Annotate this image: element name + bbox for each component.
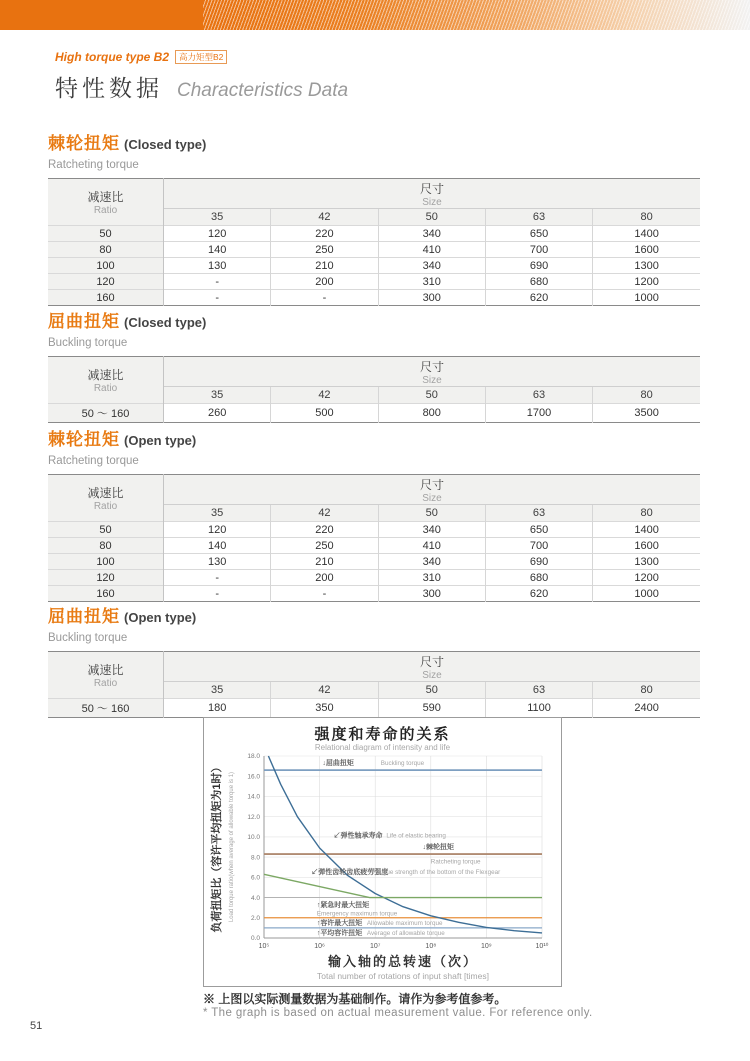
y-tick-label: 16.0 <box>247 773 260 781</box>
size-label-en: Size <box>422 374 442 386</box>
size-col-header: 35 <box>164 387 271 404</box>
torque-value-cell: 690 <box>485 258 592 274</box>
torque-value-cell: 500 <box>271 404 378 423</box>
section-title-suffix: (Open type) <box>124 433 197 448</box>
ratio-header-cell <box>48 179 164 226</box>
ratio-label-en: Ratio <box>93 383 118 394</box>
size-col-header: 63 <box>485 387 592 404</box>
size-col-header: 50 <box>378 682 485 699</box>
size-col-header: 35 <box>164 505 271 522</box>
ratio-label-cn: 减速比 <box>87 368 124 382</box>
torque-value-cell: 130 <box>164 258 271 274</box>
torque-value-cell: 120 <box>164 226 271 242</box>
size-col-header: 80 <box>593 209 700 226</box>
life-of-elastic-bearing-label-en: Life of elastic bearing <box>386 832 446 840</box>
torque-table <box>48 356 700 423</box>
torque-value-cell: - <box>271 586 378 602</box>
life-of-elastic-bearing-curve <box>268 756 542 933</box>
torque-value-cell: 300 <box>378 290 485 306</box>
torque-value-cell: 350 <box>271 699 378 718</box>
flexgear-fatigue-strength-label-en: Fatigue strength of the bottom of the Flexgear <box>372 868 501 876</box>
x-tick-label: 10⁷ <box>370 943 381 950</box>
section-buckling-open <box>48 601 702 718</box>
section-title-suffix: (Open type) <box>124 610 197 625</box>
ratio-label-cn: 减速比 <box>87 190 124 204</box>
section-ratcheting-open <box>48 424 702 602</box>
x-axis-title-cn: 输入轴的总转速（次） <box>327 954 479 969</box>
table-row <box>48 522 700 538</box>
torque-value-cell: 180 <box>164 699 271 718</box>
torque-value-cell: 1700 <box>485 404 592 423</box>
torque-value-cell: 310 <box>378 570 485 586</box>
x-tick-label: 10⁶ <box>314 943 325 950</box>
size-col-header: 63 <box>485 505 592 522</box>
y-tick-label: 6.0 <box>250 874 260 882</box>
size-col-header: 42 <box>271 209 378 226</box>
table-row <box>48 538 700 554</box>
ratio-cell: 80 <box>48 242 164 258</box>
ratio-header-cell <box>48 475 164 522</box>
buckling-torque-label-en: Buckling torque <box>380 760 425 768</box>
torque-value-cell: 220 <box>271 522 378 538</box>
ratio-cell: 50 ～ 160 <box>48 699 164 718</box>
y-tick-label: 0.0 <box>250 935 260 943</box>
size-col-header: 80 <box>593 387 700 404</box>
torque-value-cell: 700 <box>485 242 592 258</box>
page-title-en: Characteristics Data <box>177 80 349 101</box>
torque-value-cell: 3500 <box>593 404 700 423</box>
torque-value-cell: - <box>164 274 271 290</box>
size-col-header: 35 <box>164 682 271 699</box>
torque-value-cell: 340 <box>378 522 485 538</box>
average-allowable-torque-label-cn: ↑平均容许扭矩 <box>316 930 363 938</box>
torque-value-cell: 140 <box>164 538 271 554</box>
y-tick-label: 12.0 <box>247 813 260 821</box>
ratio-label-en: Ratio <box>93 205 118 216</box>
section-title-suffix: (Closed type) <box>124 137 207 152</box>
footnote-cn: ※ 上图以实际测量数据为基础制作。请作为参考值参考。 <box>203 992 507 1006</box>
intensity-life-chart <box>203 717 562 987</box>
section-ratcheting-closed <box>48 128 702 306</box>
torque-value-cell: 130 <box>164 554 271 570</box>
torque-value-cell: 340 <box>378 554 485 570</box>
torque-value-cell: 650 <box>485 226 592 242</box>
torque-value-cell: 680 <box>485 274 592 290</box>
torque-value-cell: 410 <box>378 242 485 258</box>
flexgear-fatigue-strength-curve <box>264 874 542 897</box>
size-col-header: 35 <box>164 209 271 226</box>
ratio-label-cn: 减速比 <box>87 663 124 677</box>
ratio-label-cn: 减速比 <box>87 486 124 500</box>
torque-value-cell: 250 <box>271 242 378 258</box>
y-axis-title-en: Load torque ratio(when average of allowable torque is 1) <box>229 771 235 923</box>
table-row <box>48 258 700 274</box>
size-label-cn: 尺寸 <box>419 181 444 196</box>
ratio-cell: 50 <box>48 226 164 242</box>
torque-value-cell: 1400 <box>593 226 700 242</box>
torque-value-cell: 300 <box>378 586 485 602</box>
ratio-header-cell <box>48 652 164 699</box>
section-title-cn: 棘轮扭矩 <box>48 134 120 153</box>
ratio-cell: 100 <box>48 258 164 274</box>
torque-value-cell: 1600 <box>593 538 700 554</box>
size-label-en: Size <box>422 196 442 208</box>
section-buckling-closed <box>48 306 702 423</box>
table-row <box>48 274 700 290</box>
torque-value-cell: 700 <box>485 538 592 554</box>
torque-value-cell: 410 <box>378 538 485 554</box>
torque-value-cell: 620 <box>485 290 592 306</box>
size-col-header: 80 <box>593 505 700 522</box>
torque-value-cell: 1600 <box>593 242 700 258</box>
footnote-en: * The graph is based on actual measurement value. For reference only. <box>203 1007 593 1019</box>
torque-value-cell: 1300 <box>593 258 700 274</box>
y-tick-label: 14.0 <box>247 793 260 801</box>
torque-value-cell: 650 <box>485 522 592 538</box>
ratcheting-torque-label-cn: ↓棘轮扭矩 <box>422 844 454 852</box>
torque-value-cell: 210 <box>271 554 378 570</box>
section-title-suffix: (Closed type) <box>124 315 207 330</box>
torque-table <box>48 474 700 602</box>
table-row <box>48 290 700 306</box>
size-header-cell <box>164 475 701 505</box>
size-col-header: 42 <box>271 505 378 522</box>
torque-value-cell: - <box>271 290 378 306</box>
x-tick-label: 10⁹ <box>481 943 492 950</box>
torque-value-cell: 2400 <box>593 699 700 718</box>
size-header-cell <box>164 357 701 387</box>
x-tick-label: 10⁸ <box>425 943 437 950</box>
section-title-cn: 屈曲扭矩 <box>48 312 120 331</box>
x-tick-label: 10⁵ <box>258 943 270 950</box>
x-tick-label: 10¹⁰ <box>535 943 549 950</box>
torque-value-cell: 310 <box>378 274 485 290</box>
section-title-cn: 棘轮扭矩 <box>48 430 120 449</box>
y-tick-label: 10.0 <box>247 834 260 842</box>
section-subtitle: Buckling torque <box>48 337 128 349</box>
torque-value-cell: 220 <box>271 226 378 242</box>
ratio-cell: 120 <box>48 570 164 586</box>
section-subtitle: Ratcheting torque <box>48 455 139 467</box>
torque-value-cell: 210 <box>271 258 378 274</box>
torque-value-cell: - <box>164 290 271 306</box>
allowable-maximum-torque-label-cn: ↑容许最大扭矩 <box>316 919 363 927</box>
torque-value-cell: 250 <box>271 538 378 554</box>
torque-value-cell: 340 <box>378 226 485 242</box>
ratio-cell: 160 <box>48 586 164 602</box>
flexgear-fatigue-strength-label-cn: ↙弹性齿轮齿底疲劳强度 <box>311 868 389 876</box>
section-subtitle: Buckling torque <box>48 632 128 644</box>
table-row <box>48 699 700 718</box>
x-axis-title-en: Total number of rotations of input shaft [times] <box>317 971 489 981</box>
section-title-cn: 屈曲扭矩 <box>48 607 120 626</box>
size-col-header: 63 <box>485 209 592 226</box>
y-tick-label: 2.0 <box>250 914 260 922</box>
torque-value-cell: 690 <box>485 554 592 570</box>
life-of-elastic-bearing-label-cn: ↙弹性轴承寿命 <box>333 832 383 840</box>
torque-value-cell: 200 <box>271 274 378 290</box>
table-row <box>48 586 700 602</box>
ratio-cell: 160 <box>48 290 164 306</box>
torque-value-cell: 1300 <box>593 554 700 570</box>
torque-value-cell: 1000 <box>593 586 700 602</box>
torque-table <box>48 651 700 718</box>
ratio-cell: 120 <box>48 274 164 290</box>
chart-canvas <box>204 718 561 986</box>
torque-value-cell: 1100 <box>485 699 592 718</box>
torque-value-cell: 800 <box>378 404 485 423</box>
y-tick-label: 8.0 <box>250 854 260 862</box>
ratcheting-torque-label-en: Ratcheting torque <box>430 858 481 866</box>
allowable-maximum-torque-label-en: Allowable maximum torque <box>366 919 443 927</box>
table-row <box>48 226 700 242</box>
size-header-cell <box>164 652 701 682</box>
banner-stripes <box>203 0 750 30</box>
series-type-badge: 高力矩型B2 <box>175 50 227 64</box>
emergency-maximum-torque-label-en: Emergency maximum torque <box>316 910 398 918</box>
page-top-banner <box>0 0 750 30</box>
ratio-label-en: Ratio <box>93 678 118 689</box>
torque-value-cell: 1200 <box>593 274 700 290</box>
size-col-header: 42 <box>271 682 378 699</box>
torque-value-cell: - <box>164 586 271 602</box>
page-title: 特性数据 <box>55 75 163 101</box>
average-allowable-torque-label-en: Average of allowable torque <box>366 930 445 938</box>
torque-value-cell: 260 <box>164 404 271 423</box>
y-tick-label: 4.0 <box>250 894 260 902</box>
series-type-label: High torque type B2 <box>55 50 170 64</box>
size-col-header: 42 <box>271 387 378 404</box>
size-col-header: 50 <box>378 387 485 404</box>
size-col-header: 63 <box>485 682 592 699</box>
torque-value-cell: 200 <box>271 570 378 586</box>
torque-value-cell: 340 <box>378 258 485 274</box>
y-axis-title-cn: 负荷扭矩比（容许平均扭矩为1时） <box>211 761 223 933</box>
size-col-header: 50 <box>378 209 485 226</box>
size-col-header: 50 <box>378 505 485 522</box>
buckling-torque-label-cn: ↓屈曲扭矩 <box>322 760 354 768</box>
torque-value-cell: 1400 <box>593 522 700 538</box>
ratio-cell: 80 <box>48 538 164 554</box>
y-tick-label: 18.0 <box>247 753 260 761</box>
page-number: 51 <box>30 1020 43 1032</box>
table-row <box>48 570 700 586</box>
chart-title: 强度和寿命的关系 <box>314 726 451 743</box>
size-label-cn: 尺寸 <box>419 654 444 669</box>
table-row <box>48 242 700 258</box>
torque-table <box>48 178 700 306</box>
size-label-cn: 尺寸 <box>419 477 444 492</box>
torque-value-cell: - <box>164 570 271 586</box>
torque-value-cell: 120 <box>164 522 271 538</box>
ratio-cell: 100 <box>48 554 164 570</box>
emergency-maximum-torque-label-cn: ↑紧急时最大扭矩 <box>316 902 370 910</box>
section-subtitle: Ratcheting torque <box>48 159 139 171</box>
ratio-cell: 50 <box>48 522 164 538</box>
doc-header <box>55 50 348 103</box>
torque-value-cell: 680 <box>485 570 592 586</box>
size-label-en: Size <box>422 492 442 504</box>
torque-value-cell: 620 <box>485 586 592 602</box>
torque-value-cell: 1200 <box>593 570 700 586</box>
table-row <box>48 554 700 570</box>
ratio-header-cell <box>48 357 164 404</box>
size-label-en: Size <box>422 669 442 681</box>
chart-subtitle: Relational diagram of intensity and life <box>314 743 451 752</box>
torque-value-cell: 590 <box>378 699 485 718</box>
ratio-cell: 50 ～ 160 <box>48 404 164 423</box>
table-row <box>48 404 700 423</box>
torque-value-cell: 140 <box>164 242 271 258</box>
torque-value-cell: 1000 <box>593 290 700 306</box>
size-label-cn: 尺寸 <box>419 359 444 374</box>
size-header-cell <box>164 179 701 209</box>
ratio-label-en: Ratio <box>93 501 118 512</box>
size-col-header: 80 <box>593 682 700 699</box>
